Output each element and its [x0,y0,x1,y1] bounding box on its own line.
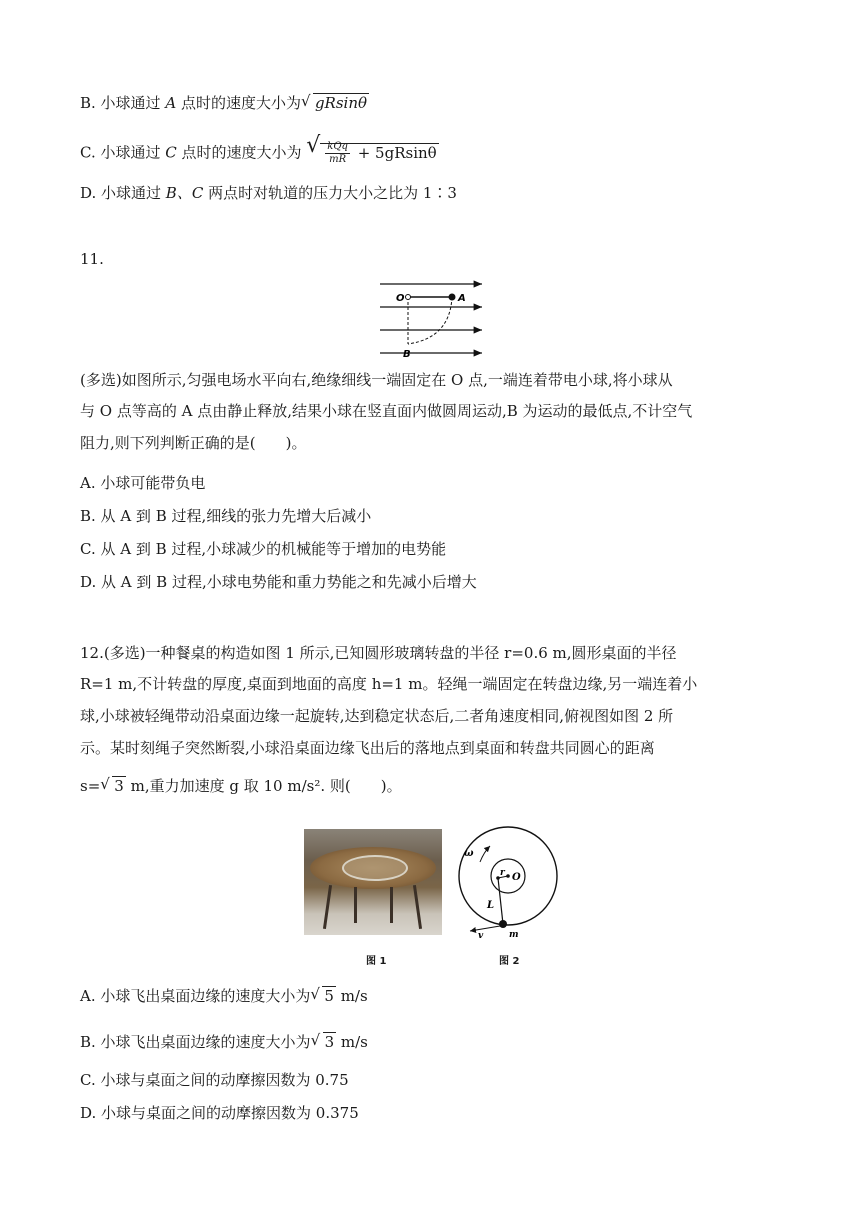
q12-top-view-diagram [456,820,566,942]
ball-a [449,294,456,301]
velocity-arrow [470,926,500,931]
table-photo [304,829,442,935]
label-o: O [396,293,405,304]
q12-option-c: C. 小球与桌面之间的动摩擦因数为 0.75 [80,1071,349,1089]
q11-stem-line3: 阻力,则下列判断正确的是( )。 [80,434,307,452]
label-v: v [478,931,484,941]
q10-option-c: C. 小球通过 C 点时的速度大小为 √ $\frac{\text{kQq}}{mR}$ + 5gRsinθ [80,133,437,165]
q12-stem-line5: s= √ 3 m,重力加速度 g 取 10 m/s². 则( )。 [80,775,402,795]
table-leg [413,885,422,929]
q12-stem-line3: 球,小球被轻绳带动沿桌面边缘一起旋转,达到稳定状态后,二者角速度相同,俯视图如图 2 所 [80,707,674,725]
table-leg [323,885,332,929]
label-a: A [458,293,466,304]
q12-stem-line1: 12.(多选)一种餐桌的构造如图 1 所示,已知圆形玻璃转盘的半径 r=0.6 m,圆形桌面的半径 [80,644,677,662]
label-m: m [509,930,519,940]
q12-option-d: D. 小球与桌面之间的动摩擦因数为 0.375 [80,1104,359,1122]
label-o: O [512,872,521,883]
fig1-caption: 图 1 [366,956,387,967]
q11-field-diagram [374,276,488,360]
fig2-caption: 图 2 [499,956,520,967]
q11-option-d: D. 从 A 到 B 过程,小球电势能和重力势能之和先减小后增大 [80,573,477,591]
q12-stem-line4: 示。某时刻绳子突然断裂,小球沿桌面边缘飞出后的落地点到桌面和转盘共同圆心的距离 [80,739,655,757]
ball-m [499,920,507,928]
pivot-o [406,295,411,300]
q12-option-b: B. 小球飞出桌面边缘的速度大小为 √ 3 m/s [80,1031,368,1051]
rotation-arrow [480,846,490,862]
q11-number: 11. [80,250,104,268]
label-omega: ω [464,848,474,859]
table-leg [354,887,357,923]
q11-stem-line1: (多选)如图所示,匀强电场水平向右,绝缘细线一端固定在 O 点,一端连着带电小球,将小球从 [80,371,673,389]
q11-option-c: C. 从 A 到 B 过程,小球减少的机械能等于增加的电势能 [80,540,447,558]
q12-option-a: A. 小球飞出桌面边缘的速度大小为 √ 5 m/s [80,985,368,1005]
label-b: B [403,349,411,360]
q11-option-b: B. 从 A 到 B 过程,细线的张力先增大后减小 [80,507,372,525]
q11-stem-line2: 与 O 点等高的 A 点由静止释放,结果小球在竖直面内做圆周运动,B 为运动的最低点,不计空气 [80,402,693,420]
label-r: r [500,868,505,878]
q12-stem-line2: R=1 m,不计转盘的厚度,桌面到地面的高度 h=1 m。轻绳一端固定在转盘边缘,另一端连着小 [80,675,698,693]
table-leg [390,887,393,923]
turntable-shape [342,855,408,881]
q10-option-d: D. 小球通过 B、C 两点时对轨道的压力大小之比为 1∶3 [80,184,457,202]
label-l: L [487,900,495,911]
q10-b-expression: gRsinθ [314,94,368,112]
q10-option-b: B. 小球通过 A 点时的速度大小为 √ gRsinθ [80,92,368,112]
q11-option-a: A. 小球可能带负电 [80,474,206,492]
rope-l [498,878,503,924]
arc-path [408,297,452,344]
